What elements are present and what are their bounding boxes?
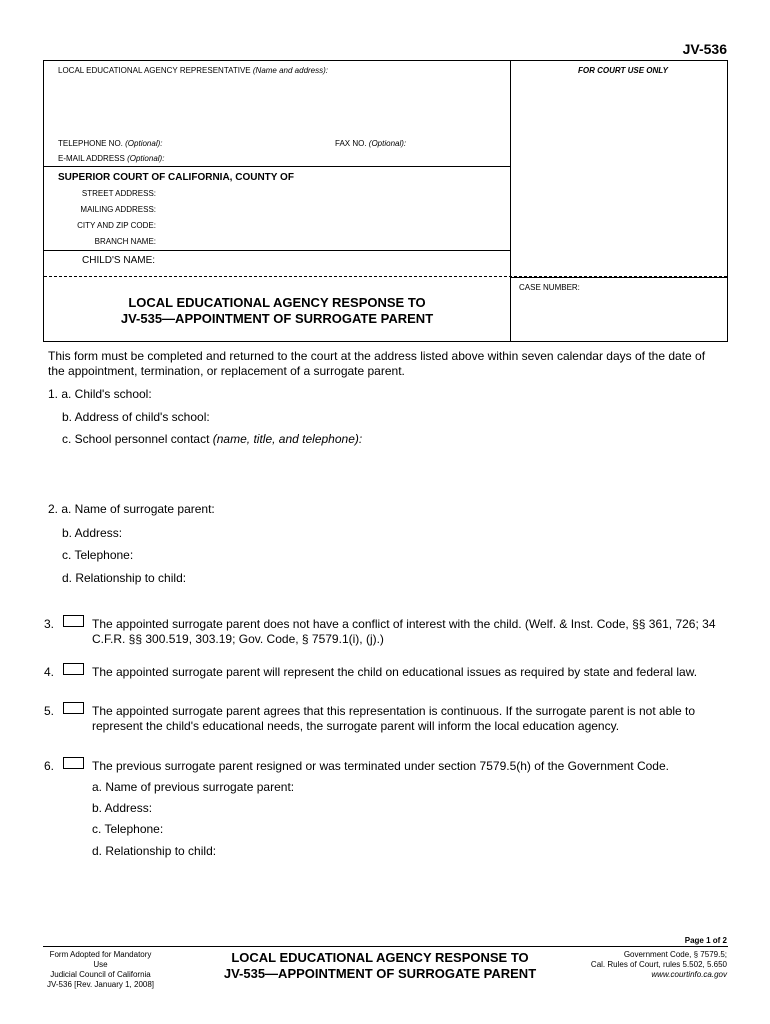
- item2d-label: d. Relationship to child:: [62, 571, 187, 585]
- item6-number: 6.: [44, 759, 55, 773]
- surrogate-relationship-field[interactable]: [190, 569, 715, 583]
- item4-text: The appointed surrogate parent will represent the child on educational issues as required by state and federal law.: [92, 665, 698, 679]
- divider-line: [44, 166, 510, 167]
- footer-rules-of-court: Cal. Rules of Court, rules 5.502, 5.650: [590, 960, 727, 969]
- item5-number: 5.: [44, 704, 55, 718]
- footer-title-line2: JV-535—APPOINTMENT OF SURROGATE PARENT: [223, 966, 537, 981]
- telephone-label: TELEPHONE NO. (Optional):: [58, 139, 163, 148]
- previous-surrogate-telephone-field[interactable]: [168, 820, 715, 834]
- item4-number: 4.: [44, 665, 55, 679]
- intro-text: This form must be completed and returned to the court at the address listed above within seven calendar days of the date of the appointment, termination, or replacement of a surrogate parent.: [48, 349, 706, 378]
- surrogate-telephone-field[interactable]: [140, 546, 715, 560]
- branch-name-label: BRANCH NAME:: [94, 237, 156, 246]
- surrogate-name-field[interactable]: [215, 500, 715, 514]
- court-use-label: FOR COURT USE ONLY: [578, 66, 668, 75]
- footer-council: Judicial Council of California: [50, 970, 151, 979]
- branch-name-field[interactable]: [160, 235, 505, 247]
- previous-surrogate-relationship-field[interactable]: [218, 842, 715, 856]
- surrogate-address-field[interactable]: [130, 524, 715, 538]
- footer-line: [43, 946, 728, 947]
- mailing-address-field[interactable]: [160, 203, 505, 215]
- footer-title-line1: LOCAL EDUCATIONAL AGENCY RESPONSE TO: [231, 950, 529, 965]
- childs-name-field[interactable]: [160, 254, 505, 268]
- city-zip-field[interactable]: [160, 219, 505, 231]
- lea-name-address-field[interactable]: [58, 78, 498, 133]
- footer-revision: JV-536 [Rev. January 1, 2008]: [46, 980, 155, 989]
- case-number-field[interactable]: [519, 295, 719, 311]
- childs-school-field[interactable]: [165, 385, 715, 399]
- page-number: Page 1 of 2: [684, 936, 727, 945]
- item2a-label: 2. a. Name of surrogate parent:: [48, 502, 215, 516]
- childs-name-label: CHILD'S NAME:: [82, 255, 156, 266]
- form-title-line1: LOCAL EDUCATIONAL AGENCY RESPONSE TO: [128, 295, 426, 310]
- form-title: [44, 295, 510, 327]
- city-zip-label: CITY AND ZIP CODE:: [77, 221, 156, 230]
- footer-website-link[interactable]: www.courtinfo.ca.gov: [651, 970, 727, 979]
- lea-representative-label: LOCAL EDUCATIONAL AGENCY REPRESENTATIVE (Name and address):: [58, 66, 329, 75]
- item1a-label: 1. a. Child's school:: [48, 387, 152, 401]
- form-number: JV-536: [682, 41, 727, 57]
- item6c-label: c. Telephone:: [92, 822, 164, 836]
- case-number-label: CASE NUMBER:: [519, 283, 580, 292]
- item2c-label: c. Telephone:: [62, 548, 134, 562]
- previous-surrogate-name-field[interactable]: [290, 778, 715, 792]
- item6-checkbox[interactable]: [63, 757, 84, 769]
- divider-line: [44, 250, 510, 251]
- item5-text: The appointed surrogate parent agrees that this representation is continuous. If the surrogate parent is not able to represent the child's educational needs, the surrogate parent will inform the local education agency.: [92, 704, 696, 733]
- item2b-label: b. Address:: [62, 526, 123, 540]
- court-title: SUPERIOR COURT OF CALIFORNIA, COUNTY OF: [58, 172, 294, 183]
- footer-title: [185, 950, 575, 982]
- school-address-field[interactable]: [210, 408, 715, 422]
- item6-text: The previous surrogate parent resigned or was terminated under section 7579.5(h) of the Government Code.: [92, 759, 669, 773]
- item3-checkbox[interactable]: [63, 615, 84, 627]
- item3-number: 3.: [44, 617, 55, 631]
- footer-citations: [547, 950, 727, 980]
- telephone-field[interactable]: [160, 137, 330, 149]
- item6b-label: b. Address:: [92, 801, 153, 815]
- item6d-label: d. Relationship to child:: [92, 844, 217, 858]
- fax-field[interactable]: [410, 137, 505, 149]
- footer-adopted: Form Adopted for Mandatory Use: [49, 950, 152, 969]
- fax-label: FAX NO. (Optional):: [335, 139, 407, 148]
- item3-text: The appointed surrogate parent does not have a conflict of interest with the child. (Welf. & Inst. Code, §§ 361, 726; 34 C.F.R. §§ 300.519, 303.19; Gov. Code, § 7579.1(i), (j).): [92, 617, 716, 646]
- item1b-label: b. Address of child's school:: [62, 410, 210, 424]
- item4-checkbox[interactable]: [63, 663, 84, 675]
- item6a-label: a. Name of previous surrogate parent:: [92, 780, 295, 794]
- item5-checkbox[interactable]: [63, 702, 84, 714]
- mailing-address-label: MAILING ADDRESS:: [80, 205, 156, 214]
- street-address-field[interactable]: [160, 187, 505, 199]
- divider-line: [511, 277, 727, 278]
- footer-adoption-info: [43, 950, 158, 990]
- previous-surrogate-address-field[interactable]: [158, 799, 715, 813]
- street-address-label: STREET ADDRESS:: [81, 189, 156, 198]
- email-label: E-MAIL ADDRESS (Optional):: [58, 154, 165, 163]
- footer-gov-code: Government Code, § 7579.5;: [623, 950, 727, 959]
- form-title-line2: JV-535—APPOINTMENT OF SURROGATE PARENT: [120, 311, 434, 326]
- county-field[interactable]: [325, 170, 505, 183]
- item1c-label: c. School personnel contact (name, title, and telephone):: [62, 432, 363, 446]
- email-field[interactable]: [160, 152, 505, 164]
- court-use-divider: [510, 61, 511, 341]
- school-personnel-field[interactable]: [75, 448, 715, 488]
